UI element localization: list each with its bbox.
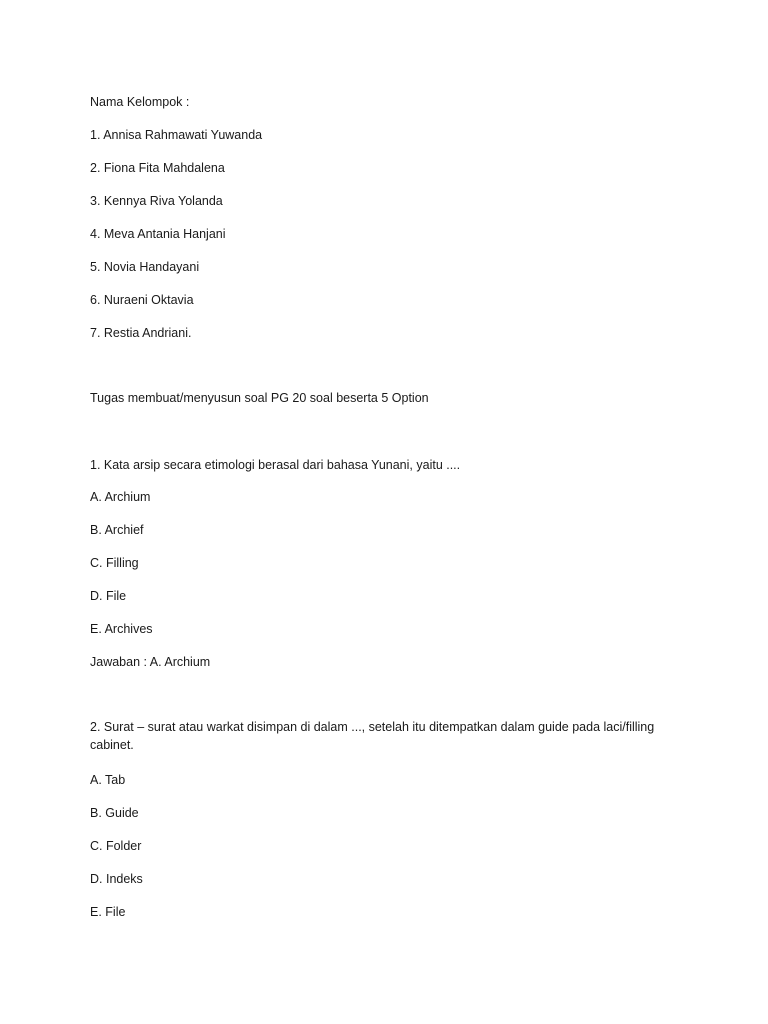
- member-item: 6. Nuraeni Oktavia: [90, 293, 194, 307]
- option-item: A. Tab: [90, 773, 126, 787]
- member-item: 4. Meva Antania Hanjani: [90, 227, 226, 241]
- member-item: 5. Novia Handayani: [90, 260, 200, 274]
- option-item: E. File: [90, 905, 126, 919]
- question-text: 2. Surat – surat atau warkat disimpan di dalam ..., setelah itu ditempatkan dalam guide pada laci/filling cabinet.: [90, 720, 655, 752]
- member-item: 1. Annisa Rahmawati Yuwanda: [90, 128, 263, 142]
- option-item: C. Filling: [90, 556, 139, 570]
- option-item: B. Archief: [90, 523, 144, 537]
- member-item: 2. Fiona Fita Mahdalena: [90, 161, 225, 175]
- option-item: E. Archives: [90, 622, 153, 636]
- group-heading: Nama Kelompok :: [90, 95, 190, 109]
- question-text: 1. Kata arsip secara etimologi berasal dari bahasa Yunani, yaitu ....: [90, 458, 461, 472]
- option-item: A. Archium: [90, 490, 151, 504]
- answer-text: Jawaban : A. Archium: [90, 655, 211, 669]
- option-item: C. Folder: [90, 839, 142, 853]
- option-item: B. Guide: [90, 806, 139, 820]
- option-item: D. File: [90, 589, 127, 603]
- member-item: 3. Kennya Riva Yolanda: [90, 194, 223, 208]
- option-item: D. Indeks: [90, 872, 143, 886]
- task-description: Tugas membuat/menyusun soal PG 20 soal beserta 5 Option: [90, 391, 429, 405]
- member-item: 7. Restia Andriani.: [90, 326, 192, 340]
